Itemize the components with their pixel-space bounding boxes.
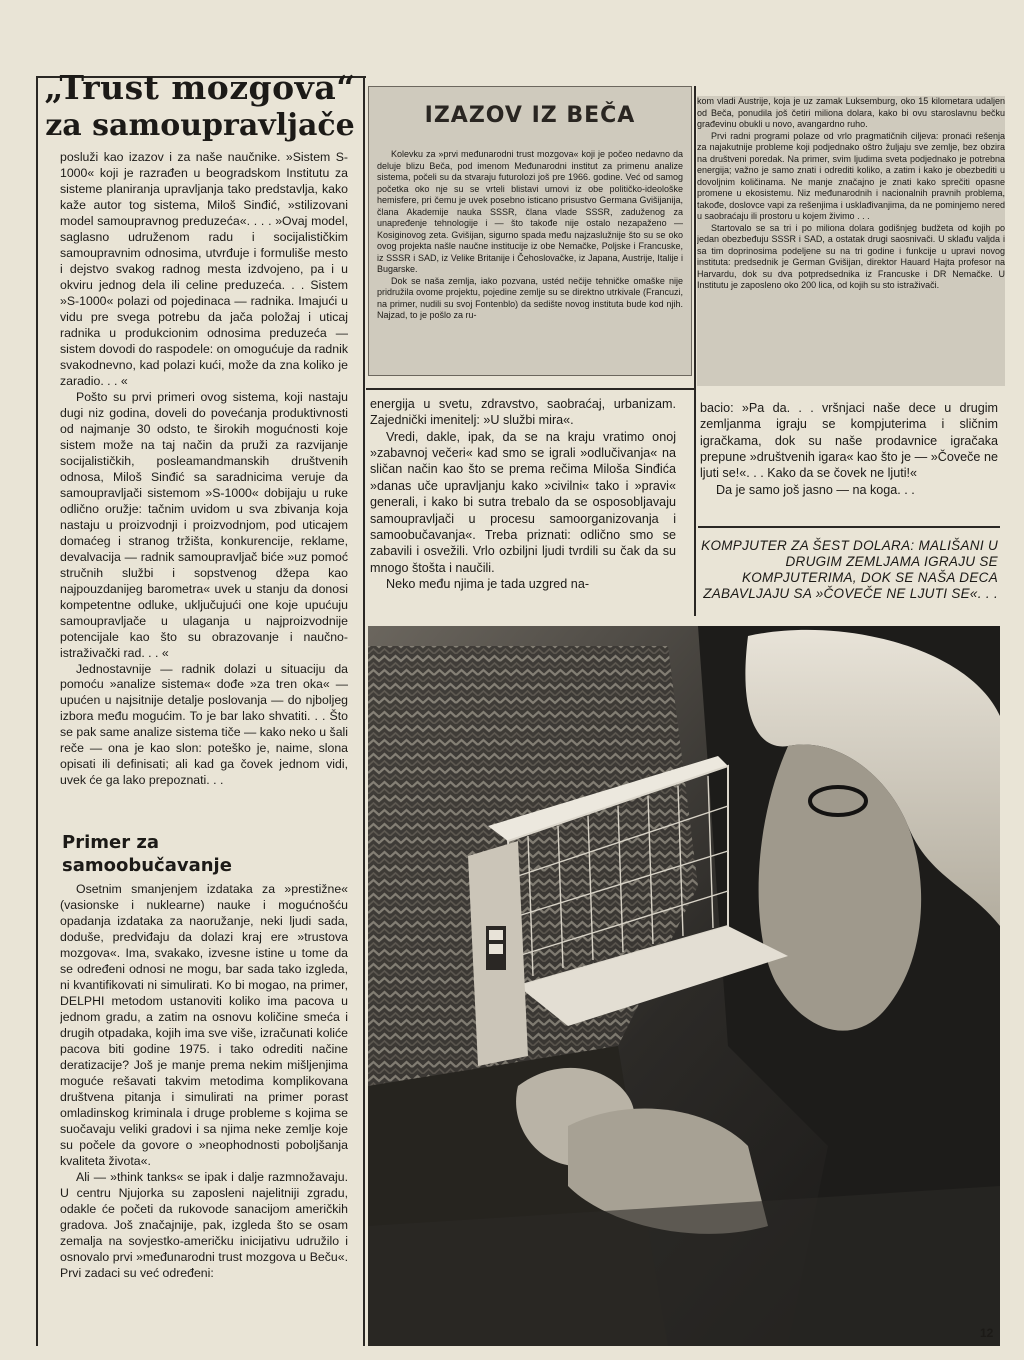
sidebar-title: IZAZOV IZ BEČA	[424, 103, 636, 128]
section-subheading	[62, 832, 322, 877]
paragraph: kom vladi Austrije, koja je uz zamak Luksemburg, oko 15 kilometara udaljen od Beča, ponudila još četiri miliona dolara, kako bi ovu staroslavnu bečku građevinu obukli u novo, avangardno ruho.	[697, 96, 1005, 130]
paragraph: posluži kao izazov i za naše naučnike. »Sistem S-1000« koji je razrađen u beogradskom Institutu za sisteme planiranja upravljanja tako predstavlja, kako kaže autor tog sistema, Miloš Sinđić, »stilizovani model samoupravnog preduzeća«. . . . »Ovaj model, saglasno udruženom radu i socijalističkim samoupravnim odnosima, utvrđuje i formuliše mesto i dejstvo svakog radnog mesta izdvojeno, pa i u okviru jednog dela ili celine preduzeća. . . Sistem »S-1000« polazi od pojedinaca — radnika. Imajući u vidu pre svega potrebu da jača položaj i uticaj radnika u produkcionim odnosima preduzeća — sistem dovodi do raspodele: on omogućuje da radnik svakodnevno, kad polazi kući, može da zna koliko je zaradio. . . «	[60, 150, 348, 388]
paragraph: Neko među njima je tada uzgred na-	[386, 576, 590, 591]
headline-subtitle: za samoupravljače	[45, 108, 355, 143]
sidebar-box	[368, 86, 692, 376]
paragraph: Osetnim smanjenjem izdataka za »prestižne« (vasionske i nuklearne) nauke i mogućnošću opadanja izdataka za naoružanje, neki ljudi sada, doduše, predviđaju da dolazi kraj ere »trustova mozgova«. Ima, svakako, izvesne istine u tome da se određeni odnosi ne mogu, bar sada tako izgleda, ni kvantifikovati ni simulirati. Ko bi mogao, na primer, DELPHI metodom ustanoviti koliko ima pacova u jednom gradu, a zatim na osnovu količine smeća i drugih otpadaka, kojih ima sve više, izračunati koliće pacova biti godine 1975. i tako odrediti načine deratizacije? Još je manje prema nekim mišljenjima moguće rešavati takvim metodima komplikovana društvena pitanja i simulirati na primer porast omladinskog kriminala i druge probleme s kojima se suočavaju veliki gradovi i sa njima neke zemlje koje su počele da govore o »neophodnosti poboljšanja kvaliteta života«.	[60, 882, 348, 1168]
paragraph: Startovalo se sa tri i po miliona dolara godišnjeg budžeta od kojih po jedan obezbeđuju SSSR i SAD, a ostatak drugi saosnivači. U sklađu valjda i sa tim doprinosima podeljene su na tri godine i funkcije u upravi novog instituta: predsednik je German Gvišijan, direktor Hauard Hajta profesor na Harvardu, dok su dva potpredsednika iz Francuske i DR Nemačke. U Institutu je zaposleno oko 200 lica, od kojih su sto istraživači.	[697, 222, 1005, 291]
caption-top-rule	[698, 526, 1000, 528]
paragraph: Pošto su prvi primeri ovog sistema, koji nastaju dugi niz godina, doveli do povećanja produktivnosti od najmanje 30 odsto, te širokih mogućnosti koje sistem može na taj način da pruži za razvijanje socijalističkih, posleamandmanskih društvenih odnosa, Miloš Sinđić sa saradnicima veruje da samoupravljači sistemom »S-1000« dobijaju u ruke odlično oružje: tačnim uvidom u sva zbivanja koja nastaju u proizvodnji i proizvodnjom, pod uticajem domaćeg i stranog tržišta, konkurencije, reklame, devalvacija — radnik samoupravljač biće »uz pomoć stručnih službi i sopstvenog džepa kao najpouzdanijeg barometra« uvek u stanju da donosi kompetentne odluke, uključujući one koje upućuju samoupravljače u ulaganja u najproizvodnije potencijale kao što su obrazovanje i naučno-istraživački rad. . . «	[60, 389, 348, 660]
left-border-rule	[36, 76, 38, 1346]
paragraph: Da je samo još jasno — na koga. . .	[716, 482, 915, 497]
middle-column	[370, 396, 676, 618]
paragraph: Ali — »think tanks« se ipak i dalje razmnožavaju. U centru Njujorka su zaposleni najelitniji zgradu, odakle će početi da rukovode sanacijom američkih gradova. Još značajnije, pak, izgleda što se osam zemalja na sovjestko-američku inicijativu udružilo i osnovalo prvi »međunarodni trust mozgova u Beču«. Prvi zadaci su već određeni:	[60, 1169, 348, 1280]
middle-divider-rule	[694, 86, 696, 616]
page-number: 12	[980, 1326, 994, 1340]
subheading-line: Primer za	[62, 832, 159, 853]
paragraph: Vredi, dakle, ipak, da se na kraju vratimo onoj »zabavnoj večeri« kad smo se igrali »odlučivanja« na sličan način kao što se prema rečima Miloša Sinđića »danas uče upravljanju kako »civilni« tako i »pravi« generali, i kako bi sutra trebalo da se osposobljavaju samoupravljači u procesu samoorganizovanja i samoobučavanja«. Treba priznati: odlično smo se zabavili i osvežili. Vrlo ozbiljni ljudi tvrdili su čak da su mnogo štošta i naučili.	[370, 429, 676, 575]
subheading-line: samoobučavanje	[62, 854, 232, 876]
headline: „Trust mozgova“	[44, 68, 356, 107]
column-divider-rule	[363, 76, 365, 1346]
sidebar-continuation	[697, 96, 1005, 386]
sidebar-text	[377, 149, 683, 371]
right-column	[700, 400, 998, 520]
box-bottom-rule	[366, 388, 696, 390]
paragraph: Jednostavnije — radnik dolazi u situaciju da pomoću »analize sistema« dođe »za tren oka« — upućen u najsitnije detalje poslovanja — do njboljeg izbora među mogućim. To je bar lako shvatiti. . . Što se pak same analize sistema tiče — kako neko u šali reče — ona je kao slon: poteško je, naime, slona opisati ili definisati; ali kad ga čovek jednom vidi, uvek će ga lako prepoznati. . .	[60, 661, 348, 788]
paragraph: Kolevku za »prvi međunarodni trust mozgova« koji je počeo nedavno da deluje blizu Beča, pod imenom Međunarodni institut za primenu analize sistema, počeli su da stvaraju futurolozi još pre 1966. godine. Već od samog početka oko nje su se vrteli blistavi umovi iz obe političko-ideološke hemisfere, pri čemu je uvek posebno isticano prisustvo Germana Gvišijanija, člana Akademije nauka SSSR, člana vlade SSSR, zaduženog za unapređenje tehnologije i — što takođe nije ostalo nezapaženo — Kosiginovog zeta. Gvišijan, sigurno spada među najzaslužnije što su se oko ovog projekta našle naučne institucije iz obe Nemačke, Poljske i Francuske, iz SSSR i SAD, iz Velike Britanije i Čehoslovačke, iz Japana, Austrije, Italije i Bugarske.	[377, 149, 683, 275]
paragraph: Prvi radni programi polaze od vrlo pragmatičnih ciljeva: pronaći rešenja za najakutnije probleme koji podjednako oštro žuljaju sve zemlje, bez obzira na društveni poredak. Na primer, svim ljudima sveta podjednako je potrebna energija; važno je samo znati i odrediti koliko, a zatim i kako je obezbediti u dovoljnim količinama. Ne manje značajno je znati kako sprečiti opasne promene u ekosistemu. Niz međunarodnih i nacionalnih pravnih problema, takođe, doslovce vapi za rešenjima i usklađivanjima, da ne pominjemo nered u saobraćaju ili prostoru u kojem živimo . . .	[697, 130, 1005, 222]
photo-child-with-toy-computer	[368, 626, 1000, 1346]
left-column-top	[60, 150, 348, 825]
paragraph: Dok se naša zemlja, iako pozvana, ustéd nečije tehničke omaške nije pridružila ovome projektu, pojedine zemlje su se direktno utrkivale (Francuzi, na primer, nudili su svoj Fontenblo) da sedište novog instituta bude kod njih. Najzad, to je pošlo za ru-	[377, 275, 683, 321]
left-column-bottom	[60, 882, 348, 1342]
photo-caption: KOMPJUTER ZA ŠEST DOLARA: MALIŠANI U DRUGIM ZEMLJAMA IGRAJU SE KOMPJUTERIMA, DOK SE NAŠA DECA ZABAVLJAJU SA »ČOVEČE NE LJUTI SE«. . .	[701, 538, 998, 601]
paragraph: bacio: »Pa da. . . vršnjaci naše dece u drugim zemljanma igraju se kompjuterima i sličnim igračkama, dok su naše prodavnice igračaka prepune »društvenih igara« kao što je — »Čoveče ne ljuti se!«. . . Kako da se čovek ne ljuti!«	[700, 401, 998, 481]
paragraph: energija u svetu, zdravstvo, saobraćaj, urbanizam. Zajednički imenitelj: »U službi mira«.	[370, 397, 676, 428]
